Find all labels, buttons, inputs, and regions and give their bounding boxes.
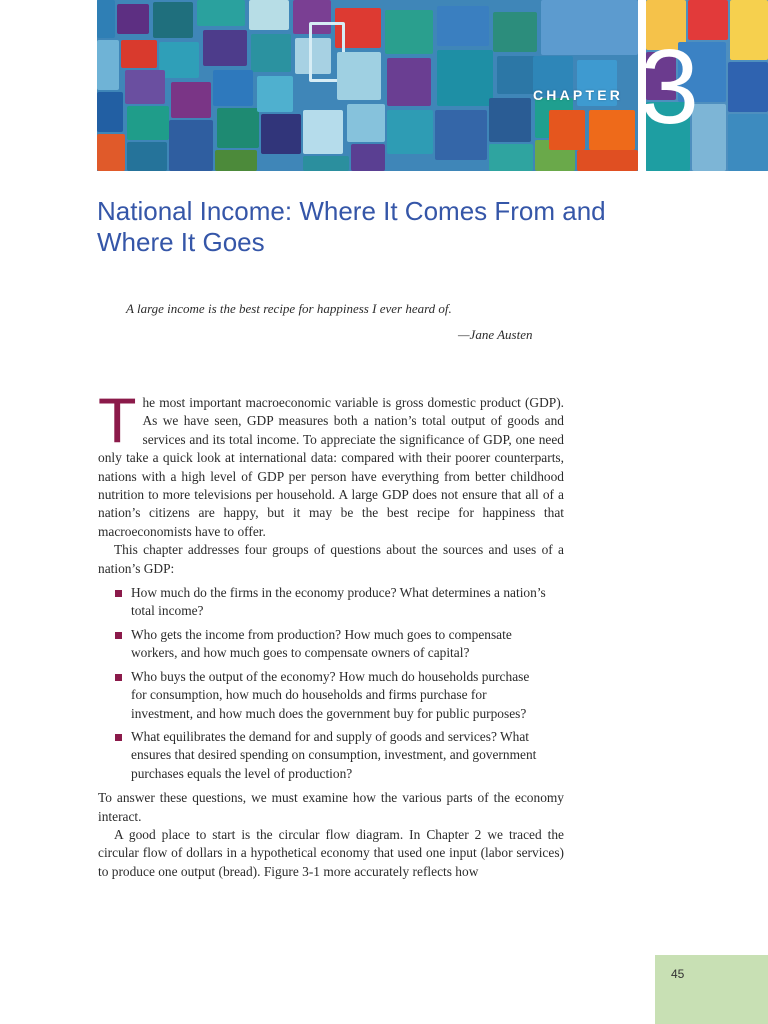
page-number: 45 <box>671 967 685 981</box>
square-bullet-icon <box>115 674 122 681</box>
chapter-number: 3 <box>640 28 699 146</box>
paragraph-1-text: he most important macroeconomic variable is gross domestic product (GDP). As we have seen, GDP measures both a nation’s total output of goods and services and its total income. To appreciate the significance of GDP, one need only take a quick look at international data: compared with their poorer counterparts, nations with a high level of GDP per person have everything from better childhood nutrition to more televisions per household. A large GDP does not ensure that all of a nation’s citizens are happy, but it may be the best recipe for happiness that macroeconomists have to offer. <box>98 395 564 539</box>
epigraph-quote: A large income is the best recipe for happiness I ever heard of. <box>126 301 452 316</box>
square-bullet-icon <box>115 590 122 597</box>
drop-cap: T <box>98 386 137 456</box>
square-bullet-icon <box>115 734 122 741</box>
list-item <box>98 584 564 621</box>
list-item-text: How much do the firms in the economy produce? What determines a nation’s total income? <box>131 585 546 619</box>
chapter-label: CHAPTER <box>533 87 624 103</box>
question-list <box>98 584 564 783</box>
list-item-text: Who buys the output of the economy? How much do households purchase for consumption, how much do households and firms purchase for investment, and how much does the government buy for public purposes? <box>131 668 530 721</box>
list-item <box>98 668 564 723</box>
list-item <box>98 728 564 783</box>
paragraph-3: To answer these questions, we must examine how the various parts of the economy interact. <box>98 790 564 824</box>
paragraph-1 <box>98 386 564 541</box>
epigraph-author: —Jane Austen <box>458 327 533 342</box>
list-item-text: Who gets the income from production? How much goes to compensate workers, and how much goes to compensate owners of capital? <box>131 626 512 661</box>
paragraph-2: This chapter addresses four groups of questions about the sources and uses of a nation’s GDP: <box>98 542 564 576</box>
paragraph-4: A good place to start is the circular flow diagram. In Chapter 2 we traced the circular flow of dollars in a hypothetical economy that used one input (labor services) to produce one output (bread). Figure 3-1 more accurately reflects how <box>98 826 564 879</box>
list-item <box>98 626 564 663</box>
chapter-title: National Income: Where It Comes From and Where It Goes <box>97 196 606 257</box>
chapter-banner-art <box>97 0 638 171</box>
square-bullet-icon <box>115 632 122 639</box>
page-number-box <box>655 955 768 1024</box>
body-text <box>98 386 564 881</box>
list-item-text: What equilibrates the demand for and supply of goods and services? What ensures that desired spending on consumption, investment, and government purchases equals the level of production? <box>131 728 537 781</box>
